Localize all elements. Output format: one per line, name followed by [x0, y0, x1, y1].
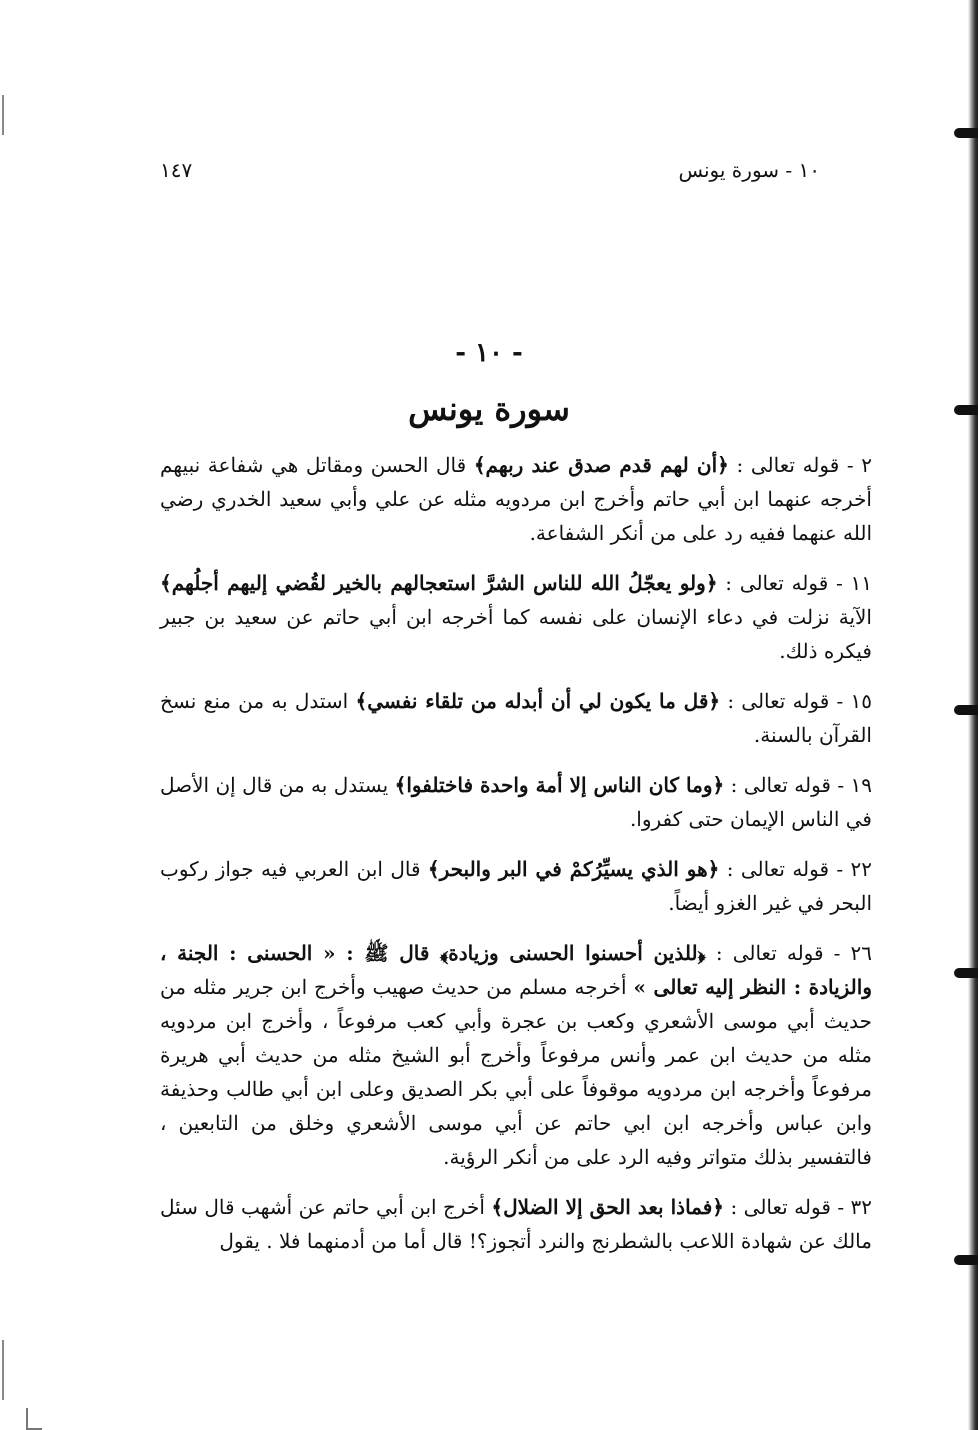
verse-reference: ٢ - قوله تعالى :	[736, 453, 873, 477]
verse-reference: ١١ - قوله تعالى :	[725, 571, 873, 595]
running-header-chapter: ١٠ - سورة يونس	[678, 158, 820, 182]
scan-corner-mark	[26, 1408, 42, 1430]
commentary-paragraph	[160, 566, 872, 668]
surah-title: سورة يونس	[408, 390, 570, 428]
chapter-number: - ١٠ -	[455, 338, 523, 368]
page-number: ١٤٧	[160, 158, 193, 182]
commentary-paragraph	[160, 684, 872, 752]
commentary-paragraph	[160, 936, 872, 1174]
commentary-paragraph	[160, 448, 872, 550]
verse-reference: ٢٢ - قوله تعالى :	[726, 857, 873, 881]
scan-edge-notch	[954, 968, 978, 978]
quranic-verse: ﴿هو الذي يسيِّرُكمْ في البر والبحر﴾	[427, 857, 720, 881]
commentary-text: أخرج ابن أبي حاتم عن أشهب قال سئل مالك عن شهادة اللاعب بالشطرنج والنرد أتجوز؟! قال أما من أدمنهما فلا . يقول	[160, 1195, 872, 1253]
quranic-verse: ﴿فماذا بعد الحق إلا الضلال﴾	[491, 1195, 725, 1219]
verse-reference: ١٩ - قوله تعالى :	[730, 773, 872, 797]
verse-reference: ٢٦ - قوله تعالى :	[715, 941, 872, 965]
commentary-text: استدل به من منع نسخ القرآن بالسنة.	[160, 689, 872, 747]
scan-edge-tick	[2, 95, 4, 135]
quranic-verse: ﴿ولو يعجّلُ الله للناس الشرَّ استعجالهم بالخير لقُضي إليهم أجلُهم﴾	[160, 571, 718, 595]
commentary-text: قال ابن العربي فيه جواز ركوب البحر في غير الغزو أيضاً.	[160, 857, 872, 915]
commentary-paragraph	[160, 852, 872, 920]
scan-edge-right	[964, 0, 978, 1430]
scan-edge-notch	[954, 705, 978, 715]
scan-edge-tick	[2, 1340, 4, 1400]
quranic-verse: ﴿أن لهم قدم صدق عند ربهم﴾	[473, 453, 729, 477]
quranic-verse: ﴿وما كان الناس إلا أمة واحدة فاختلفوا﴾	[394, 773, 725, 797]
commentary-text: أخرجه مسلم من حديث صهيب وأخرج ابن جرير مثله من حديث أبي موسى الأشعري وكعب بن عجرة وأبي كعب مرفوعاً ، وأخرج ابن مردويه مثله من حديث ابن عمر وأنس مرفوعاً وأخرج أبو الشيخ مثله من حديث أبي هريرة مرفوعاً وأخرجه ابن مردويه موقوفاً على أبي بكر الصديق وعلى ابن أبي طالب وحذيفة وابن عباس وأخرجه ابن ابي حاتم عن أبي موسى الأشعري وخلق من التابعين ، فالتفسير بذلك متواتر وفيه الرد على من أنكر الرؤية.	[160, 975, 872, 1169]
quranic-verse: ﴿للذين أحسنوا الحسنى وزيادة﴾ قال ﷺ : « الحسنى : الجنة ، والزيادة : النظر إليه تعالى »	[160, 941, 872, 999]
quranic-verse: ﴿قل ما يكون لي أن أبدله من تلقاء نفسي﴾	[355, 689, 721, 713]
commentary-body	[160, 448, 872, 1274]
verse-reference: ١٥ - قوله تعالى :	[727, 689, 872, 713]
commentary-paragraph	[160, 768, 872, 836]
scan-edge-notch	[954, 128, 978, 138]
commentary-text: قال الحسن ومقاتل هي شفاعة نبيهم أخرجه عنهما ابن أبي حاتم وأخرج ابن مردويه مثله عن علي وأبي سعيد الخدري رضي الله عنهما ففيه رد على من أنكر الشفاعة.	[160, 453, 872, 545]
commentary-paragraph	[160, 1190, 872, 1258]
scan-edge-notch	[954, 1255, 978, 1265]
running-header	[160, 150, 820, 190]
verse-reference: ٣٢ - قوله تعالى :	[730, 1195, 873, 1219]
commentary-text: الآية نزلت في دعاء الإنسان على نفسه كما أخرجه ابن أبي حاتم عن سعيد بن جبير فيكره ذلك.	[160, 605, 872, 663]
scan-edge-left	[0, 0, 6, 1430]
commentary-text: يستدل به من قال إن الأصل في الناس الإيمان حتى كفروا.	[160, 773, 872, 831]
